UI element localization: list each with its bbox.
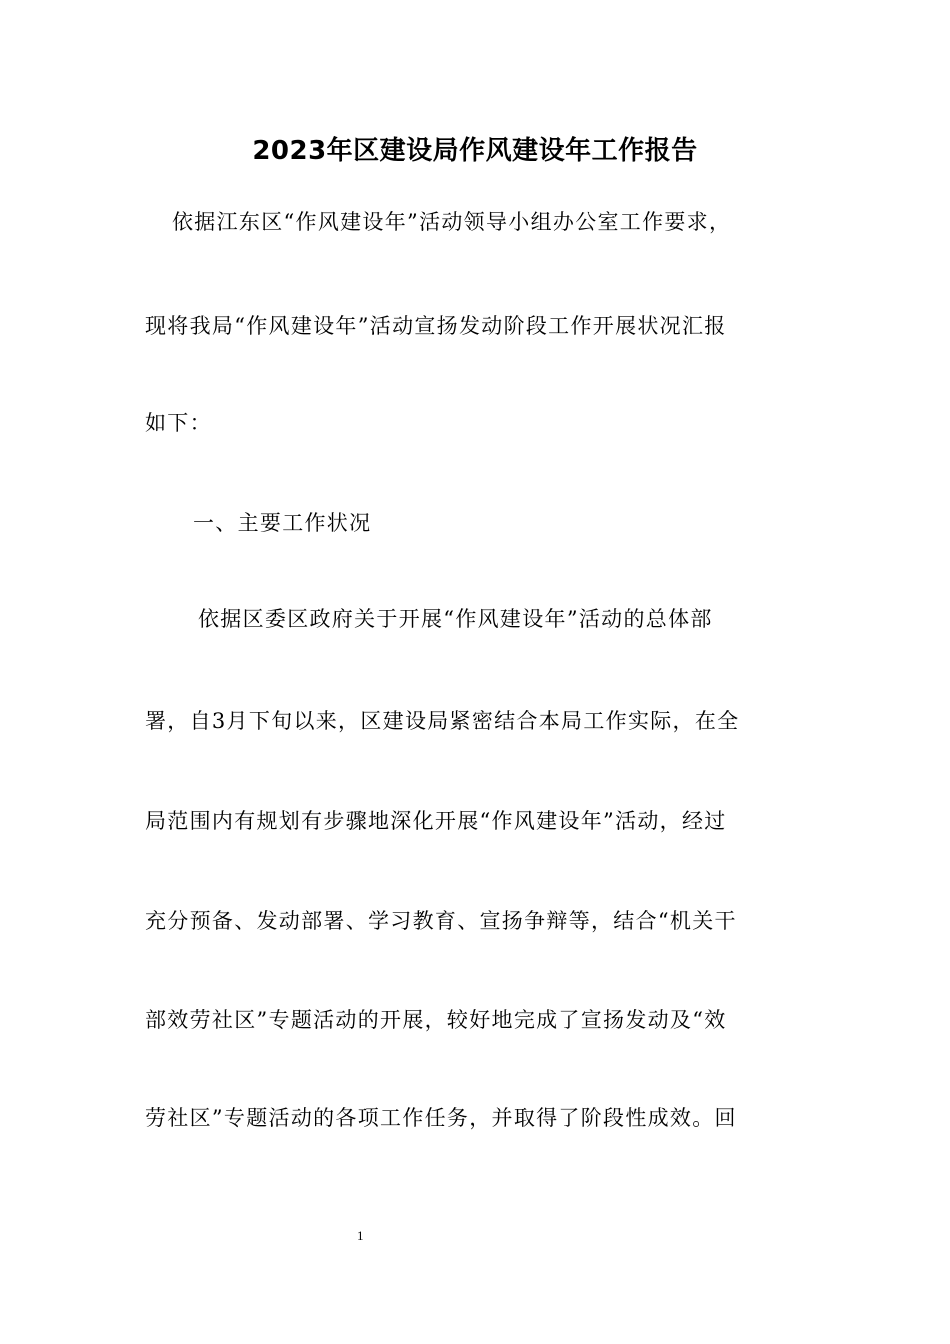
page-number: 1 (357, 1228, 364, 1243)
paragraph-line: 依据江东区“作风建设年”活动领导小组办公室工作要求， (172, 210, 732, 234)
section-heading: 一、主要工作状况 (193, 511, 372, 535)
paragraph-line: 依据区委区政府关于开展“作风建设年”活动的总体部 (198, 607, 713, 631)
paragraph-line: 现将我局“作风建设年”活动宣扬发动阶段工作开展状况汇报 (145, 314, 727, 338)
document-title: 2023年区建设局作风建设年工作报告 (252, 136, 698, 166)
paragraph-line: 如下： (145, 411, 212, 435)
paragraph-line: 部效劳社区”专题活动的开展，较好地完成了宣扬发动及“效 (145, 1008, 727, 1032)
paragraph-line: 充分预备、发动部署、学习教育、宣扬争辩等，结合“机关干 (145, 909, 737, 933)
paragraph-line: 局范围内有规划有步骤地深化开展“作风建设年”活动，经过 (145, 809, 727, 833)
paragraph-line: 劳社区”专题活动的各项工作任务，并取得了阶段性成效。回 (145, 1106, 737, 1130)
paragraph-line: 署，自3月下旬以来，区建设局紧密结合本局工作实际，在全 (145, 709, 740, 733)
